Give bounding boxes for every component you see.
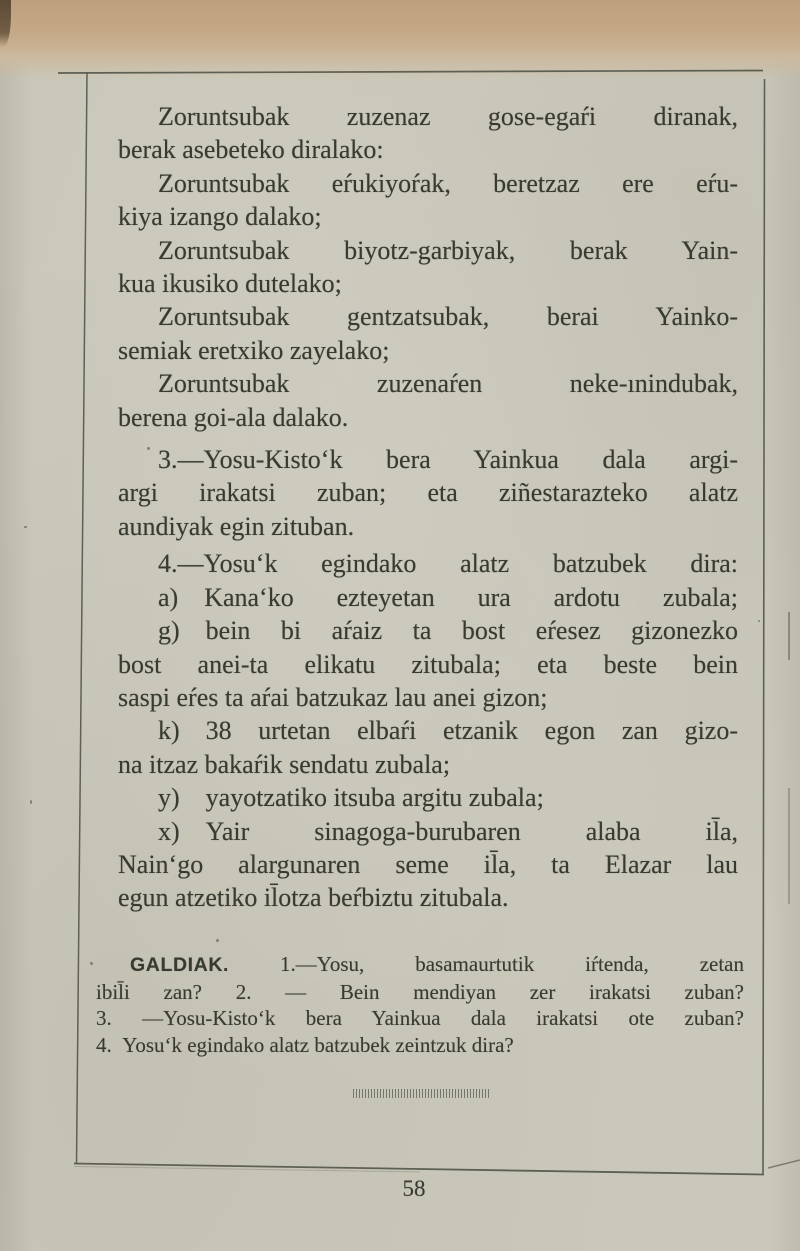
scan-artifact-line (788, 612, 790, 660)
text-line: Zoruntsubak zuzenaz gose-egaŕi diranak, (158, 102, 738, 131)
text-line: aundiyak egin zituban. (118, 511, 355, 541)
text-line: Zoruntsubak gentzatsubak, berai Yainko- (158, 302, 738, 332)
text-line: semiak eretxiko zayelako; (118, 335, 390, 365)
scan-speck (90, 962, 93, 965)
scan-speck (216, 939, 219, 942)
text-line: ibil̄i zan? 2. — Bein mendiyan zer irakatsi zuban? (96, 979, 744, 1004)
text-line: saspi eŕes ta aŕai batzukaz lau anei gizon; (118, 682, 548, 712)
text-line: kua ikusiko dutelako; (118, 269, 342, 299)
text-line: 4. Yosu‘k egindako alatz batzubek zeintzuk dira? (96, 1032, 514, 1057)
vertical-ticks-divider-icon (353, 1089, 491, 1098)
text-line: 3. —Yosu-Kisto‘k bera Yainkua dala irakatsi ote zuban? (96, 1006, 744, 1031)
scan-speck (24, 526, 27, 528)
text-line: berak asebeteko diralako: (118, 135, 384, 165)
text-line: g) bein bi aŕaiz ta bost eŕesez gizonezko (158, 616, 738, 646)
text-line: Zoruntsubak biyotz-garbiyak, berak Yain- (158, 235, 738, 265)
text-line: 4.—Yosu‘k egindako alatz batzubek dira: (158, 549, 738, 579)
text-line: 3.—Yosu-Kisto‘k bera Yainkua dala argi- (158, 445, 738, 475)
text-line: Nain‘go alargunaren seme il̄a, ta Elazar lau (118, 849, 738, 879)
scan-artifact-line (788, 788, 790, 904)
page-number: 58 (402, 1176, 426, 1201)
text-line: y) yayotzatiko itsuba argitu zubala; (158, 783, 544, 813)
scan-speck (30, 800, 32, 804)
text-line: x) Yair sinagoga-burubaren alaba il̄a, (158, 816, 738, 846)
text-line: Zoruntsubak eŕukiyoŕak, beretzaz ere eŕu- (158, 168, 738, 198)
text-line: k) 38 urtetan elbaŕi etzanik egon zan gizo- (158, 716, 738, 746)
text-line (96, 951, 744, 979)
text-line: kiya izango dalako; (118, 202, 322, 232)
galdiak-section (96, 951, 744, 1058)
galdiak-first-line: 1.—Yosu, basamaurtutik iŕtenda, zetan (280, 952, 745, 976)
text-line: argi irakatsi zuban; eta ziñestarazteko alatz (118, 478, 738, 508)
text-line: Zoruntsubak zuzenaŕen neke-ınindubak, (158, 369, 738, 399)
text-line: na itzaz bakaŕik sendatu zubala; (118, 749, 451, 779)
text-line: berena goi-ala dalako. (118, 402, 349, 432)
text-line: bost anei-ta elikatu zitubala; eta beste bein (118, 649, 738, 679)
scan-speck (758, 620, 760, 622)
text-line: a) Kana‘ko ezteyetan ura ardotu zubala; (158, 582, 738, 612)
body-text (118, 100, 738, 915)
galdiak-heading: GALDIAK. (130, 954, 230, 976)
text-line: egun atzetiko il̄otza beŕbiztu zitubala. (118, 883, 509, 913)
